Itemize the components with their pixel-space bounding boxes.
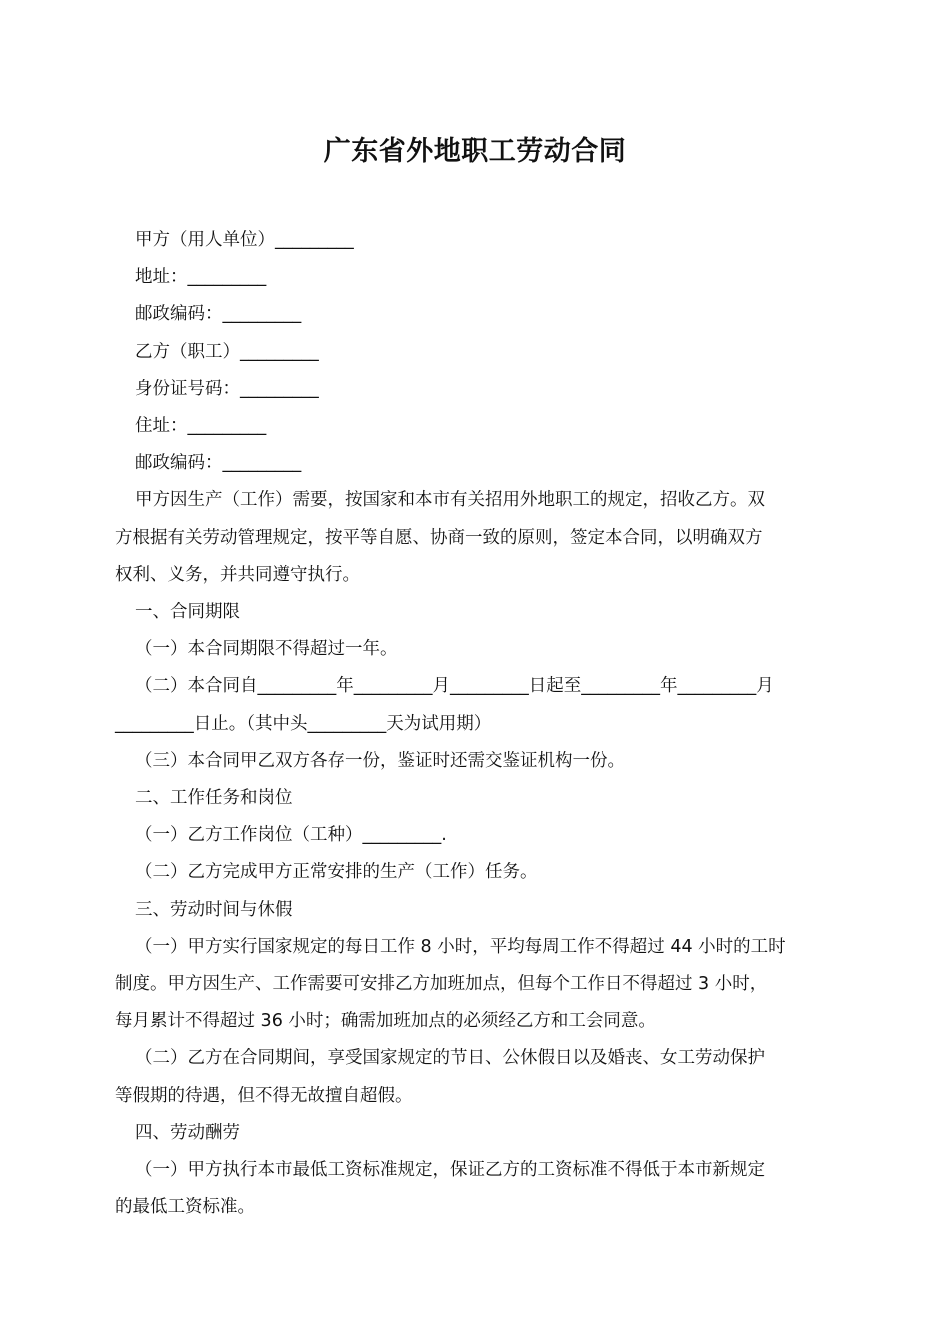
clause-line: （二）乙方完成甲方正常安排的生产（工作）任务。 xyxy=(135,862,538,883)
party-b-id-line: 身份证号码：_________ xyxy=(135,378,319,399)
clause-line: 的最低工资标准。 xyxy=(115,1197,255,1218)
clause-line: （一）甲方实行国家规定的每日工作 8 小时，平均每周工作不得超过 44 小时的工时 xyxy=(135,936,786,957)
clause-line: （二）本合同自_________年_________月_________日起至_________年_________月 xyxy=(135,676,774,697)
clause-line: 每月累计不得超过 36 小时；确需加班加点的必须经乙方和工会同意。 xyxy=(115,1011,656,1032)
section-heading: 一、合同期限 xyxy=(135,602,240,623)
party-b-postcode-line: 邮政编码：_________ xyxy=(135,453,302,474)
party-b-line: 乙方（职工）_________ xyxy=(135,341,319,362)
party-a-line: 甲方（用人单位）_________ xyxy=(135,230,354,250)
clause-line: （三）本合同甲乙双方各存一份，鉴证时还需交鉴证机构一份。 xyxy=(135,750,625,771)
clause-line: _________日止。（其中头_________天为试用期） xyxy=(115,713,492,734)
preamble-line: 甲方因生产（工作）需要，按国家和本市有关招用外地职工的规定，招收乙方。双 xyxy=(135,490,765,511)
clause-line: （一）乙方工作岗位（工种）_________. xyxy=(135,825,447,846)
preamble-line: 方根据有关劳动管理规定，按平等自愿、协商一致的原则，签定本合同，以明确双方 xyxy=(115,527,763,548)
section-heading: 三、劳动时间与休假 xyxy=(135,899,293,920)
party-b-address-line: 住址：_________ xyxy=(135,416,267,437)
clause-line: （一）本合同期限不得超过一年。 xyxy=(135,639,398,660)
clause-line: （一）甲方执行本市最低工资标准规定，保证乙方的工资标准不得低于本市新规定 xyxy=(135,1160,765,1181)
clause-line: 制度。甲方因生产、工作需要可安排乙方加班加点，但每个工作日不得超过 3 小时， xyxy=(115,974,768,995)
section-heading: 四、劳动酬劳 xyxy=(135,1122,240,1143)
section-heading: 二、工作任务和岗位 xyxy=(135,788,293,809)
preamble-line: 权利、义务，并共同遵守执行。 xyxy=(115,564,360,585)
document-body xyxy=(115,222,837,1226)
document-title: 广东省外地职工劳动合同 xyxy=(323,136,627,167)
clause-line: （二）乙方在合同期间，享受国家规定的节日、公休假日以及婚丧、女工劳动保护 xyxy=(135,1048,765,1069)
clause-line: 等假期的待遇，但不得无故擅自超假。 xyxy=(115,1085,413,1106)
party-a-address-line: 地址：_________ xyxy=(135,267,267,288)
party-a-postcode-line: 邮政编码：_________ xyxy=(135,304,302,325)
